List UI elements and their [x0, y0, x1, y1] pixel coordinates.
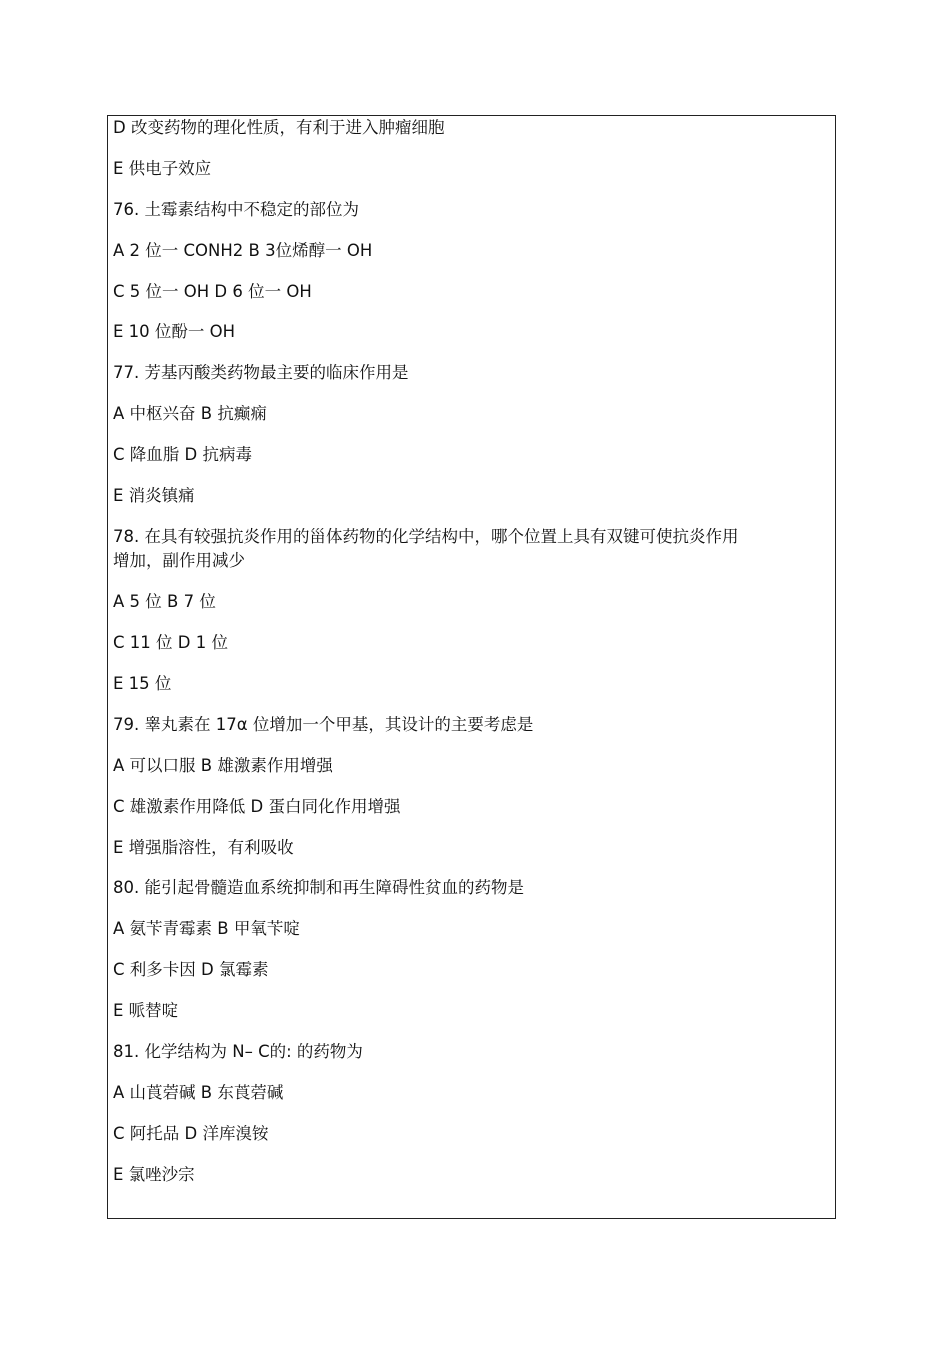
options-cd-q76: C 5 位一 OH D 6 位一 OH: [113, 282, 312, 301]
question-76: 76. 土霉素结构中不稳定的部位为: [113, 200, 359, 219]
options-cd-q81: C 阿托品 D 洋库溴铵: [113, 1124, 269, 1143]
question-77: 77. 芳基丙酸类药物最主要的临床作用是: [113, 363, 409, 382]
option-e-q77: E 消炎镇痛: [113, 486, 195, 505]
question-80: 80. 能引起骨髓造血系统抑制和再生障碍性贫血的药物是: [113, 878, 524, 897]
option-e-q80: E 哌替啶: [113, 1001, 179, 1020]
question-78-line2: 增加，副作用减少: [113, 551, 245, 570]
question-79: 79. 睾丸素在 17α 位增加一个甲基，其设计的主要考虑是: [113, 715, 534, 734]
option-e-q78: E 15 位: [113, 674, 172, 693]
option-d-q75: D 改变药物的理化性质，有利于进入肿瘤细胞: [113, 118, 445, 137]
options-cd-q79: C 雄激素作用降低 D 蛋白同化作用增强: [113, 797, 401, 816]
question-78-line1: 78. 在具有较强抗炎作用的甾体药物的化学结构中，哪个位置上具有双键可使抗炎作用: [113, 527, 739, 546]
option-e-q76: E 10 位酚一 OH: [113, 322, 236, 341]
option-e-q79: E 增强脂溶性，有利吸收: [113, 838, 294, 857]
options-ab-q77: A 中枢兴奋 B 抗癫痫: [113, 404, 267, 423]
options-ab-q78: A 5 位 B 7 位: [113, 592, 216, 611]
options-cd-q77: C 降血脂 D 抗病毒: [113, 445, 252, 464]
question-81: 81. 化学结构为 N– C的: 的药物为: [113, 1042, 363, 1061]
options-ab-q80: A 氨苄青霉素 B 甲氧苄啶: [113, 919, 300, 938]
options-ab-q79: A 可以口服 B 雄激素作用增强: [113, 756, 333, 775]
options-ab-q76: A 2 位一 CONH2 B 3位烯醇一 OH: [113, 241, 373, 260]
options-cd-q80: C 利多卡因 D 氯霉素: [113, 960, 269, 979]
option-e-q75: E 供电子效应: [113, 159, 212, 178]
options-ab-q81: A 山莨菪碱 B 东莨菪碱: [113, 1083, 284, 1102]
options-cd-q78: C 11 位 D 1 位: [113, 633, 228, 652]
option-e-q81: E 氯唑沙宗: [113, 1165, 195, 1184]
